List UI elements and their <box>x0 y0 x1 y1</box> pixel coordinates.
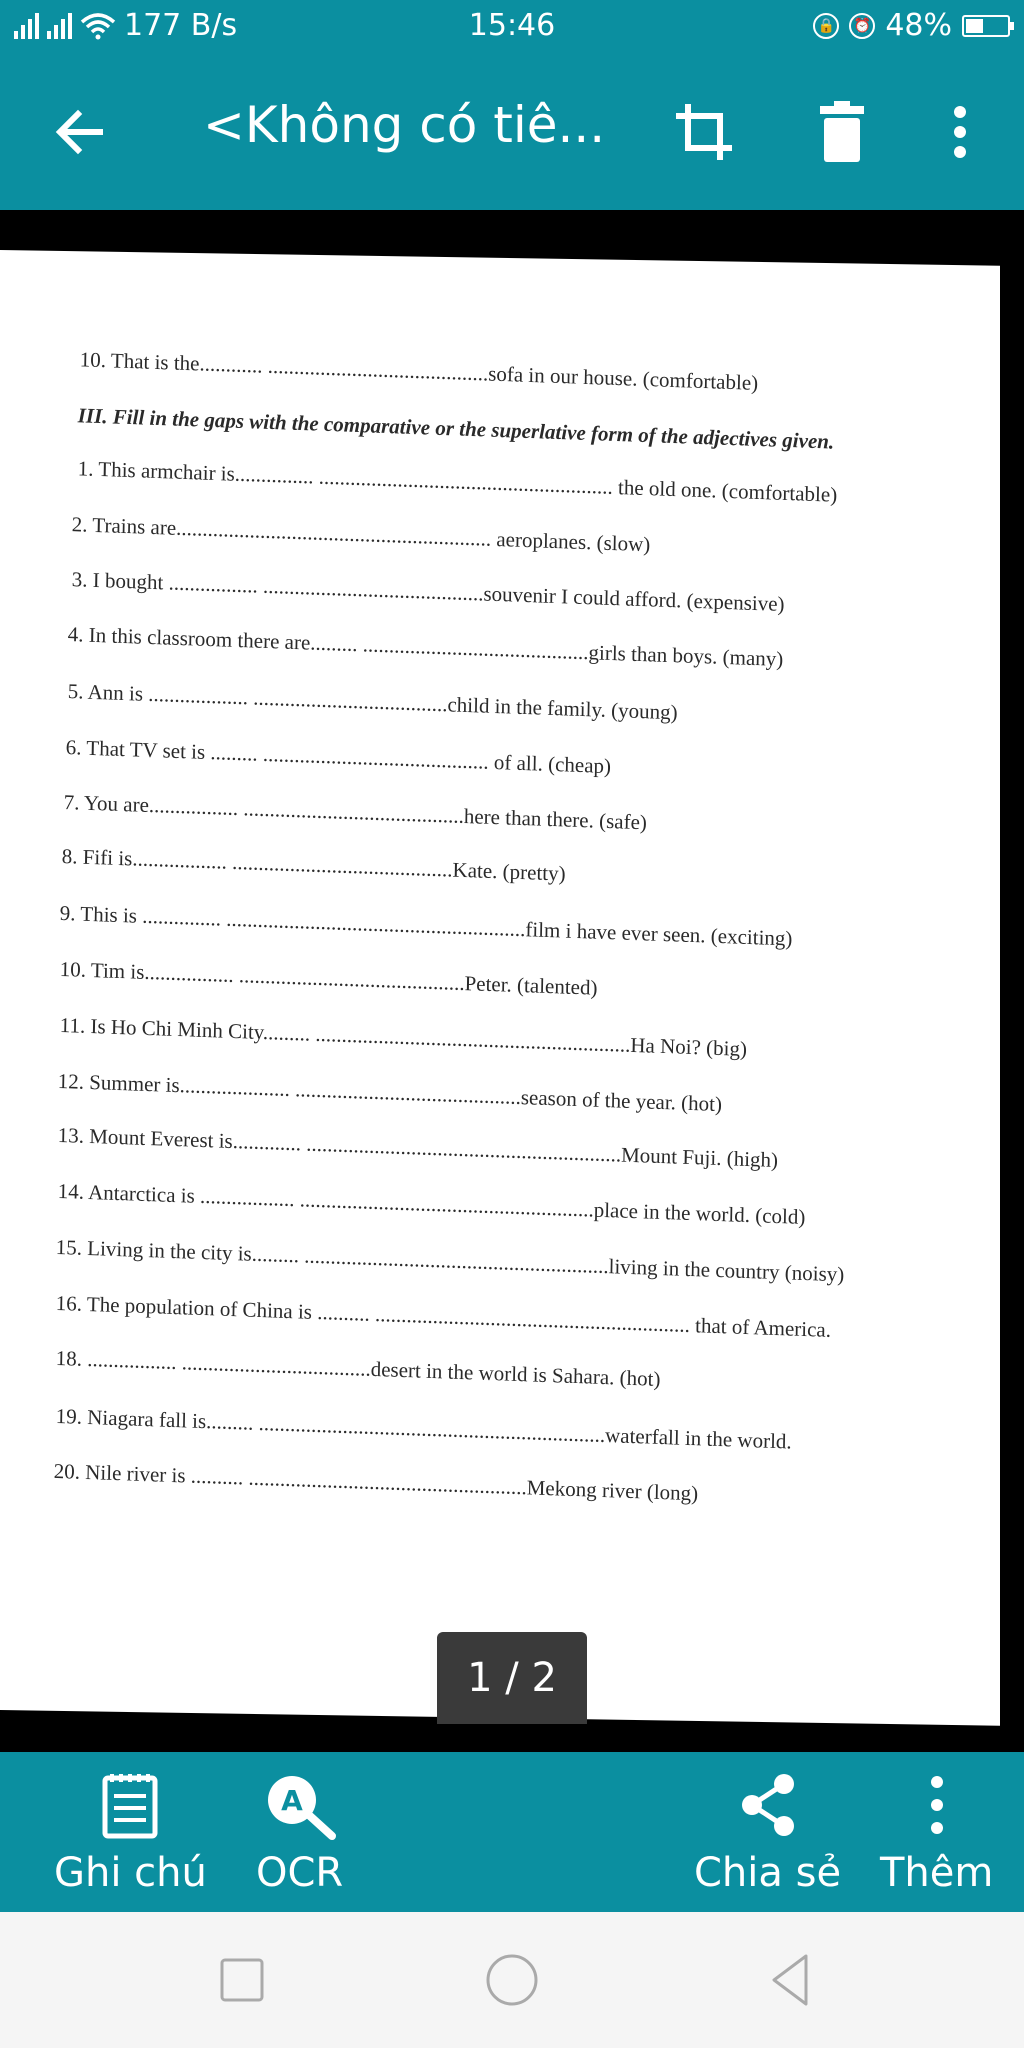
status-time: 15:46 <box>468 8 556 43</box>
network-speed: 177 B/s <box>124 8 238 43</box>
back-arrow-icon[interactable] <box>50 102 110 162</box>
doc-line: 11. Is Ho Chi Minh City......... ............................................................Ha Noi? (big) <box>59 1012 748 1061</box>
notes-icon <box>102 1770 158 1840</box>
doc-line: 13. Mount Everest is............. ............................................................Mount Fuji. (high) <box>57 1122 779 1173</box>
more-vert-icon[interactable] <box>940 100 980 164</box>
battery-fill <box>966 19 983 33</box>
battery-percent: 48% <box>885 8 952 43</box>
share-icon <box>738 1770 798 1840</box>
more-label: Thêm <box>880 1850 994 1896</box>
ocr-search-icon <box>260 1770 340 1840</box>
doc-line: 5. Ann is ................... .....................................child in the family. (young) <box>67 679 678 725</box>
doc-line: 10. That is the............ ..........................................sofa in our house. (comfortable) <box>79 347 759 395</box>
doc-line: 3. I bought ................. ..........................................souvenir I could afford. (expensive) <box>71 567 785 617</box>
page-indicator: 1 / 2 <box>437 1632 587 1724</box>
more-button[interactable] <box>880 1770 993 1896</box>
rotation-lock-icon: 🔒 <box>813 13 839 39</box>
notes-button[interactable] <box>54 1770 207 1896</box>
doc-heading: III. Fill in the gaps with the comparative or the superlative form of the adjectives given. <box>77 403 835 454</box>
document-title: <Không có tiê... <box>203 96 606 154</box>
navigation-bar <box>0 1912 1024 2048</box>
doc-line: 7. You are................. ..........................................here than there. (safe) <box>63 790 648 835</box>
doc-line: 8. Fifi is.................. ..........................................Kate. (pretty) <box>61 843 566 886</box>
ocr-button[interactable] <box>256 1770 343 1896</box>
doc-line: 4. In this classroom there are......... ...........................................girls than boys. (many) <box>67 622 784 672</box>
document-page <box>0 250 1000 1726</box>
notes-label: Ghi chú <box>54 1850 207 1896</box>
doc-line: 9. This is ............... .........................................................film i have ever seen. (exciting) <box>59 900 793 951</box>
doc-line: 6. That TV set is ......... ........................................... of all. (cheap) <box>65 735 612 779</box>
more-vert-icon <box>922 1770 952 1840</box>
share-button[interactable] <box>694 1770 841 1896</box>
battery-icon <box>962 15 1010 37</box>
doc-line: 10. Tim is................. ...........................................Peter. (talented) <box>59 956 598 1000</box>
alarm-icon: ⏰ <box>849 13 875 39</box>
back-nav-icon[interactable] <box>760 1950 820 2010</box>
ocr-label: OCR <box>256 1850 344 1896</box>
recent-apps-icon[interactable] <box>212 1950 272 2010</box>
status-bar <box>0 0 1024 52</box>
app-bar <box>0 52 1024 210</box>
doc-line: 19. Niagara fall is......... ..................................................................waterfall in the world. <box>55 1403 792 1454</box>
home-icon[interactable] <box>482 1950 542 2010</box>
bottom-action-bar <box>0 1752 1024 1912</box>
doc-line: 16. The population of China is .......... ............................................................ that of America. <box>55 1290 832 1342</box>
doc-line: 18. ................. ....................................desert in the world is Sahara. (hot) <box>55 1345 661 1391</box>
doc-line: 12. Summer is..................... ...........................................season of the year. (hot) <box>57 1068 723 1117</box>
crop-icon[interactable] <box>672 100 736 164</box>
share-label: Chia sẻ <box>694 1850 842 1896</box>
doc-line: 14. Antarctica is .................. ........................................................place in the world. (cold) <box>57 1178 806 1229</box>
document-viewer[interactable] <box>0 210 1024 1752</box>
status-right <box>813 8 1010 43</box>
doc-line: 1. This armchair is............... ........................................................ the old one. (comfortable) <box>77 456 838 507</box>
delete-icon[interactable] <box>812 100 872 164</box>
doc-line: 15. Living in the city is......... ..........................................................living in the country (noisy) <box>55 1234 845 1287</box>
ocr-icon-letter: A <box>280 1784 303 1817</box>
doc-line: 2. Trains are............................................................ aeroplanes. (slow) <box>71 512 651 557</box>
document-text <box>0 250 1000 1726</box>
doc-line: 20. Nile river is .......... .....................................................Mekong river (long) <box>53 1458 699 1506</box>
